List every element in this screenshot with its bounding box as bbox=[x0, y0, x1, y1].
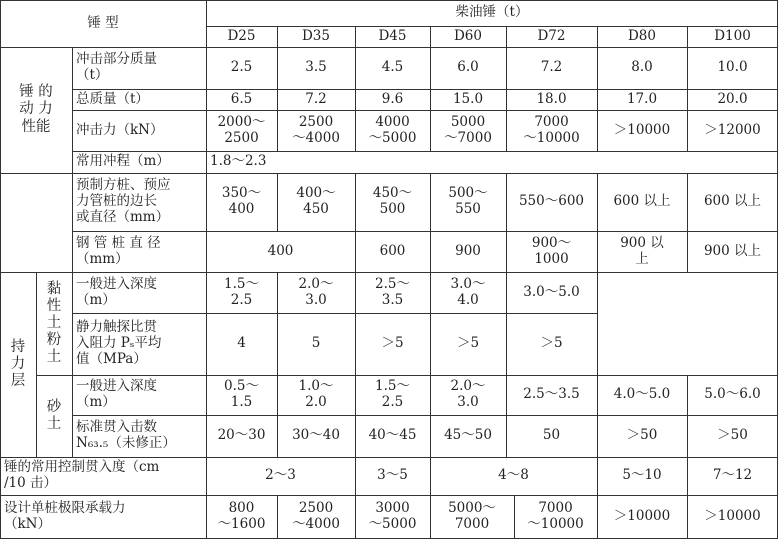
model-d60: D60 bbox=[453, 27, 482, 44]
stroke-label: 常用冲程（m） bbox=[76, 153, 170, 170]
steel-pile-d60: 900 bbox=[455, 242, 481, 259]
grid-line bbox=[430, 173, 431, 539]
steel-pile-d72: 900～ 1000 bbox=[531, 234, 572, 267]
grid-line bbox=[72, 89, 778, 90]
grid-line bbox=[0, 495, 778, 496]
sand-depth-d60: 2.0～ 3.0 bbox=[450, 378, 486, 410]
precast-pile-d100: 600 以上 bbox=[703, 193, 762, 210]
total-mass-d80: 17.0 bbox=[626, 90, 658, 107]
sand-depth-d35: 1.0～ 2.0 bbox=[298, 378, 334, 410]
total-mass-d72: 18.0 bbox=[536, 90, 567, 107]
clay-depth-d35: 2.0～ 3.0 bbox=[298, 275, 334, 308]
stroke-value: 1.8～2.3 bbox=[210, 153, 267, 170]
sand-depth-d45: 1.5～ 2.5 bbox=[375, 378, 410, 410]
grid-line bbox=[277, 495, 278, 539]
total-mass-d60: 15.0 bbox=[452, 90, 484, 107]
model-d25: D25 bbox=[227, 27, 256, 44]
steel-pile-d25-d35: 400 bbox=[267, 242, 294, 259]
impact-mass-d35: 3.5 bbox=[305, 59, 327, 76]
model-d80: D80 bbox=[627, 27, 656, 44]
grid-line bbox=[687, 173, 688, 272]
clay-silt-label: 黏 性 土 粉 土 bbox=[46, 280, 62, 366]
impact-mass-d72: 7.2 bbox=[540, 59, 563, 76]
cpt-d25: 4 bbox=[237, 335, 246, 352]
sand-depth-d25: 0.5～ 1.5 bbox=[224, 378, 259, 410]
penetration-d100: 7～12 bbox=[712, 467, 753, 484]
impact-force-label: 冲击力（kN） bbox=[76, 121, 164, 138]
sand-depth-d100: 5.0～6.0 bbox=[704, 386, 761, 403]
grid-line bbox=[72, 231, 778, 232]
grid-line bbox=[0, 47, 778, 48]
grid-line bbox=[506, 26, 507, 151]
penetration-label: 锤的常用控制贯入度（cm /10 击） bbox=[4, 459, 160, 491]
grid-line bbox=[0, 0, 778, 1]
impact-force-d72: 7000 ～10000 bbox=[523, 113, 580, 146]
grid-line bbox=[506, 173, 507, 457]
grid-line bbox=[36, 272, 37, 457]
impact-mass-d45: 4.5 bbox=[381, 59, 404, 76]
spt-blows-label: 标准贯入击数 N₆₃.₅（未修正） bbox=[76, 419, 176, 451]
sand-depth-label: 一般进入深度 （m） bbox=[76, 378, 157, 410]
capacity-d60: 5000～ 7000 bbox=[448, 500, 496, 532]
total-mass-d100: 20.0 bbox=[717, 90, 748, 107]
grid-line bbox=[430, 26, 431, 151]
model-d72: D72 bbox=[537, 27, 566, 44]
impact-force-d25: 2000～ 2500 bbox=[217, 113, 266, 146]
grid-line bbox=[72, 151, 778, 152]
capacity-d45: 3000 ～5000 bbox=[368, 500, 417, 532]
impact-mass-d100: 10.0 bbox=[717, 59, 748, 76]
impact-mass-d80: 8.0 bbox=[631, 59, 653, 76]
spt-d80: ＞50 bbox=[626, 427, 658, 444]
capacity-label: 设计单桩极限承载力 （kN） bbox=[4, 500, 126, 532]
grid-line bbox=[687, 375, 688, 539]
total-mass-label: 总质量（t） bbox=[76, 90, 149, 107]
grid-line bbox=[277, 173, 278, 231]
grid-line bbox=[514, 495, 515, 539]
clay-depth-d45: 2.5～ 3.5 bbox=[375, 275, 410, 308]
cpt-d72: ＞5 bbox=[540, 335, 563, 352]
sand-depth-d72: 2.5～3.5 bbox=[523, 386, 580, 403]
grid-line bbox=[72, 47, 73, 457]
cpt-resistance-label: 静力触探比贯 入阻力 Pₛ平均 值（MPa） bbox=[76, 319, 162, 367]
impact-force-d35: 2500 ～4000 bbox=[292, 113, 340, 146]
grid-line bbox=[206, 26, 778, 27]
grid-line bbox=[0, 457, 778, 458]
spt-d100: ＞50 bbox=[717, 427, 748, 444]
capacity-d35: 2500 ～4000 bbox=[292, 500, 340, 532]
spt-d60: 45～50 bbox=[444, 427, 492, 444]
spt-d25: 20～30 bbox=[217, 427, 266, 444]
clay-depth-d60: 3.0～ 4.0 bbox=[450, 275, 486, 308]
grid-line bbox=[72, 415, 778, 416]
penetration-d45: 3～5 bbox=[377, 467, 408, 484]
grid-line bbox=[36, 375, 778, 376]
clay-depth-label: 一般进入深度 （m） bbox=[76, 275, 157, 308]
model-d100: D100 bbox=[714, 27, 751, 44]
clay-depth-d72: 3.0～5.0 bbox=[523, 283, 580, 300]
capacity-d100: ＞10000 bbox=[704, 508, 761, 525]
grid-line bbox=[355, 26, 356, 151]
impact-mass-d60: 6.0 bbox=[457, 59, 479, 76]
cpt-d45: ＞5 bbox=[381, 335, 404, 352]
sand-label: 砂 土 bbox=[46, 398, 62, 432]
grid-line bbox=[355, 173, 356, 539]
clay-depth-d25: 1.5～ 2.5 bbox=[224, 275, 259, 308]
total-mass-d25: 6.5 bbox=[230, 90, 253, 107]
model-d45: D45 bbox=[378, 27, 407, 44]
penetration-d25-d35: 2～3 bbox=[265, 467, 296, 484]
cpt-d60: ＞5 bbox=[456, 335, 480, 352]
spt-d72: 50 bbox=[542, 427, 561, 444]
grid-line bbox=[277, 272, 278, 457]
grid-line bbox=[597, 173, 598, 539]
precast-pile-d80: 600 以上 bbox=[613, 193, 671, 210]
steel-pile-d45: 600 bbox=[379, 242, 406, 259]
spt-d35: 30～40 bbox=[292, 427, 340, 444]
impact-force-d80: ＞10000 bbox=[613, 121, 671, 138]
impact-mass-label: 冲击部分质量 （t） bbox=[76, 51, 157, 83]
total-mass-d45: 9.6 bbox=[381, 90, 404, 107]
grid-line bbox=[0, 272, 778, 273]
total-mass-d35: 7.2 bbox=[305, 90, 327, 107]
precast-pile-d25: 350～ 400 bbox=[221, 185, 262, 217]
impact-mass-d25: 2.5 bbox=[230, 59, 253, 76]
penetration-d60-d72: 4～8 bbox=[498, 467, 529, 484]
impact-force-d100: ＞12000 bbox=[704, 121, 761, 138]
capacity-d25: 800 ～1600 bbox=[217, 500, 266, 532]
steel-pile-d100: 900 以上 bbox=[703, 242, 762, 259]
bearing-layer-label: 持 力 层 bbox=[10, 338, 26, 390]
hammer-type-header: 锤 型 bbox=[87, 14, 119, 31]
grid-line bbox=[277, 26, 278, 151]
grid-line bbox=[597, 26, 598, 151]
grid-line bbox=[0, 173, 778, 174]
sand-depth-d80: 4.0～5.0 bbox=[613, 386, 671, 403]
precast-pile-d72: 550～600 bbox=[518, 193, 585, 210]
capacity-d72: 7000 ～10000 bbox=[527, 500, 584, 532]
precast-pile-d60: 500～ 550 bbox=[448, 185, 488, 217]
grid-line bbox=[206, 0, 207, 539]
impact-force-d45: 4000 ～5000 bbox=[368, 113, 417, 146]
precast-pile-d35: 400～ 450 bbox=[296, 185, 336, 217]
steel-pile-label: 钢 管 桩 直 径 （mm） bbox=[76, 234, 161, 267]
dynamic-performance-label: 锤 的 动 力 性能 bbox=[19, 84, 53, 135]
penetration-d80: 5～10 bbox=[622, 467, 662, 484]
cpt-d35: 5 bbox=[311, 335, 321, 352]
steel-pile-d80: 900 以 上 bbox=[620, 234, 664, 267]
grid-line bbox=[72, 110, 778, 111]
precast-pile-d45: 450～ 500 bbox=[372, 185, 413, 217]
capacity-d80: ＞10000 bbox=[613, 508, 671, 525]
grid-line bbox=[72, 313, 597, 314]
grid-line bbox=[687, 26, 688, 151]
spt-d45: 40～45 bbox=[368, 427, 417, 444]
diesel-hammer-header: 柴油锤（t） bbox=[455, 4, 529, 21]
grid-line bbox=[0, 0, 1, 539]
model-d35: D35 bbox=[301, 27, 330, 44]
precast-pile-label: 预制方桩、预应 力管桩的边长 或直径（mm） bbox=[76, 177, 171, 225]
impact-force-d60: 5000 ～7000 bbox=[444, 113, 492, 146]
